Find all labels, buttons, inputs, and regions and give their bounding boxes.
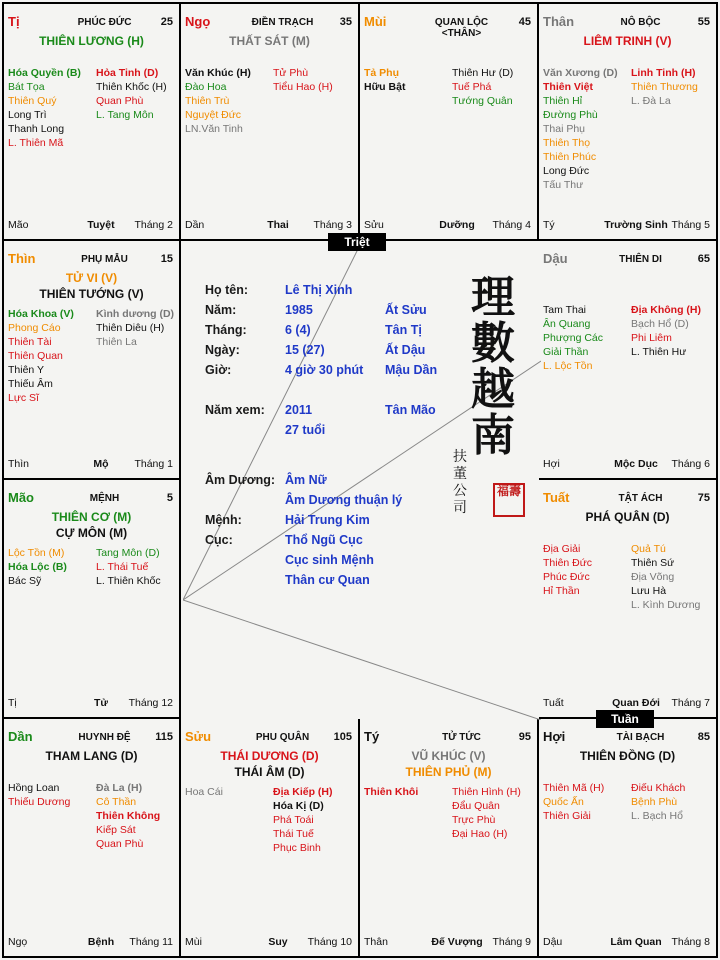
minor-star: Hỉ Thần — [543, 585, 580, 597]
main-star: CỰ MÔN (M) — [55, 526, 128, 540]
minor-star: Bác Sỹ — [8, 575, 42, 587]
palace-0 — [2, 2, 181, 241]
palace-header — [185, 14, 352, 30]
minor-star: Hóa Khoa (V) — [8, 308, 74, 320]
palace-name: PHÚC ĐỨC — [77, 17, 132, 28]
palace-name: TẬT ÁCH — [618, 493, 663, 504]
footer-month: Tháng 1 — [134, 458, 173, 470]
info-canchi: Ất Sửu — [385, 303, 427, 317]
info-label: Mệnh: — [205, 513, 242, 527]
horoscope-chart — [2, 2, 718, 958]
company-chars — [453, 449, 467, 517]
minor-star: Thiên Hư (D) — [452, 67, 514, 79]
main-star: PHÁ QUÂN (D) — [585, 510, 670, 524]
branch-label: Dậu — [543, 251, 568, 266]
info-value: Lê Thị Xinh — [285, 283, 353, 297]
calli-char: 數 — [471, 318, 515, 369]
main-star: VŨ KHÚC (V) — [411, 749, 486, 763]
branch-label: Tị — [8, 14, 20, 29]
minor-star: Thiên Quan — [8, 350, 63, 362]
minor-stars-right — [452, 66, 536, 108]
minor-star: Tấu Thư — [543, 179, 584, 191]
info-label: Năm: — [205, 303, 237, 317]
minor-star: Hoa Cái — [185, 786, 223, 798]
info-value: 4 giờ 30 phút — [285, 363, 364, 377]
palace-age: 25 — [160, 16, 173, 28]
footer-month: Tháng 8 — [671, 936, 710, 948]
minor-stars-right — [631, 542, 715, 612]
minor-star: Thiên Khốc (H) — [96, 81, 167, 93]
palace-name: PHU QUÂN — [255, 732, 310, 743]
minor-star: Thiên Hỉ — [543, 95, 583, 107]
info-value: 6 (4) — [285, 323, 311, 337]
minor-stars-right — [96, 546, 180, 588]
info-value: 2011 — [285, 403, 313, 417]
info-canchi: Tân Tị — [385, 323, 422, 337]
footer-month: Tháng 2 — [134, 219, 173, 231]
minor-stars-left — [364, 66, 448, 94]
small-char: 扶 — [453, 449, 467, 465]
footer-branch: Tý — [543, 219, 555, 231]
minor-star: Tuế Phá — [452, 81, 492, 93]
footer-stage: Tử — [93, 697, 109, 709]
minor-star: LN.Văn Tinh — [185, 123, 243, 135]
branch-label: Sửu — [185, 729, 212, 744]
minor-star: Tang Môn (D) — [96, 547, 160, 559]
calli-char: 南 — [471, 410, 515, 461]
minor-star: Hóa Quyền (B) — [8, 67, 81, 79]
minor-star: Thiên Mã (H) — [543, 782, 605, 794]
minor-star: Cô Thần — [96, 796, 137, 808]
main-star: THIÊN TƯỚNG (V) — [39, 287, 144, 301]
info-label: Tháng: — [205, 323, 247, 337]
small-char: 董 — [453, 466, 467, 482]
footer-branch: Thân — [364, 936, 388, 948]
minor-star: Đường Phù — [543, 109, 598, 121]
info-value: Thân cư Quan — [285, 573, 370, 587]
minor-star: Phúc Đức — [543, 571, 590, 583]
minor-star: Kình dương (D) — [96, 308, 175, 320]
minor-star: Phượng Các — [543, 332, 604, 344]
info-value: Cục sinh Mệnh — [285, 553, 374, 567]
minor-star: Thiếu Dương — [8, 796, 71, 808]
info-value: 15 (27) — [285, 343, 325, 357]
footer-month: Tháng 6 — [671, 458, 710, 470]
calli-char: 越 — [471, 364, 515, 415]
main-star: THIÊN ĐỒNG (D) — [579, 749, 676, 763]
footer-month: Tháng 11 — [129, 936, 173, 948]
minor-stars-left — [8, 66, 92, 150]
minor-star: Thiên Tài — [8, 336, 52, 348]
branch-label: Thân — [543, 14, 575, 29]
palace-name: TÀI BẠCH — [616, 732, 665, 743]
footer-stage: Đế Vượng — [431, 936, 483, 948]
minor-star: Thiếu Âm — [8, 378, 53, 390]
minor-star: Phi Liêm — [631, 332, 672, 344]
footer-month: Tháng 12 — [128, 697, 173, 709]
minor-star: Thiên Thương — [631, 81, 698, 93]
palace-footer — [543, 936, 710, 950]
info-canchi: Tân Mão — [385, 403, 436, 417]
footer-branch: Ngọ — [8, 936, 28, 948]
minor-star: Tử Phù — [273, 67, 309, 79]
palace-header — [543, 490, 710, 506]
minor-star: Thiên Diêu (H) — [96, 322, 165, 334]
minor-star: Địa Kiếp (H) — [273, 786, 333, 798]
minor-star: Thiên Đức — [543, 557, 593, 569]
palace-footer — [543, 697, 710, 711]
footer-month: Tháng 10 — [307, 936, 352, 948]
palace-header — [543, 729, 710, 745]
info-canchi: Mậu Dần — [385, 363, 438, 377]
minor-star: Long Trì — [8, 109, 47, 121]
palace-age: 15 — [160, 253, 173, 265]
palace-footer — [543, 458, 710, 472]
minor-star: Quan Phù — [96, 95, 144, 107]
minor-star: Lộc Tồn (M) — [8, 547, 65, 559]
minor-star: Thiên Trù — [185, 95, 230, 107]
minor-stars-right — [452, 785, 536, 841]
palace-footer — [364, 219, 531, 233]
minor-star: Thiên Không — [96, 810, 161, 822]
palace-header — [8, 251, 173, 267]
palace-footer — [185, 936, 352, 950]
minor-star: Đào Hoa — [185, 81, 227, 93]
main-star: THIÊN LƯƠNG (H) — [39, 34, 144, 48]
palace-footer — [8, 936, 173, 950]
triet-marker: Triệt — [328, 233, 386, 251]
minor-star: Phục Binh — [273, 842, 321, 854]
footer-stage: Dưỡng — [439, 219, 475, 231]
minor-star: Bát Tọa — [8, 81, 45, 93]
palace-age: 115 — [155, 731, 173, 743]
minor-star: Địa Không (H) — [631, 304, 701, 316]
small-char: 公 — [453, 483, 467, 499]
palace-5 — [539, 241, 718, 480]
footer-stage: Mộc Dục — [614, 458, 658, 470]
minor-star: Thiên Quý — [8, 95, 57, 107]
footer-branch: Dần — [185, 219, 205, 231]
palace-name: PHỤ MẪU — [81, 254, 128, 265]
footer-month: Tháng 9 — [492, 936, 531, 948]
branch-label: Mão — [8, 490, 34, 505]
palace-6 — [2, 480, 181, 719]
minor-star: Đại Hao (H) — [452, 828, 508, 840]
palace-3 — [539, 2, 718, 241]
tuan-marker: Tuần — [596, 710, 654, 728]
main-star: LIÊM TRINH (V) — [583, 34, 672, 48]
minor-star: Phá Toái — [273, 814, 314, 826]
branch-label: Tý — [364, 729, 380, 744]
main-star: THAM LANG (D) — [45, 749, 138, 763]
info-canchi: Ất Dậu — [385, 343, 426, 357]
minor-star: Thiên Việt — [543, 81, 593, 93]
minor-star: Giải Thần — [543, 346, 589, 358]
minor-star: Linh Tinh (H) — [631, 67, 696, 79]
minor-star: L. Đà La — [631, 95, 671, 107]
calligraphy-title — [471, 272, 515, 461]
footer-stage: Quan Đới — [612, 697, 660, 709]
red-seal-stamp: 福壽 — [493, 483, 525, 517]
branch-label: Hợi — [543, 729, 566, 744]
footer-stage: Suy — [268, 936, 288, 948]
palace-footer — [8, 458, 173, 472]
palace-9 — [181, 719, 360, 958]
minor-stars-right — [631, 303, 715, 359]
info-label: Năm xem: — [205, 403, 265, 417]
palace-header — [364, 14, 531, 39]
minor-star: Điếu Khách — [631, 782, 686, 794]
palace-4 — [2, 241, 181, 480]
palace-age: 35 — [339, 16, 352, 28]
footer-month: Tháng 4 — [492, 219, 531, 231]
minor-stars-right — [631, 66, 715, 108]
minor-star: L. Thiên Hư — [631, 346, 687, 358]
minor-star: Thanh Long — [8, 123, 65, 135]
minor-star: L. Lộc Tồn — [543, 360, 593, 372]
info-label: Cục: — [205, 533, 233, 547]
footer-stage: Bệnh — [87, 936, 115, 948]
branch-label: Dần — [8, 729, 33, 744]
footer-stage: Trường Sinh — [604, 219, 668, 231]
palace-header — [8, 729, 173, 745]
footer-stage: Lâm Quan — [610, 936, 662, 948]
palace-age: 45 — [518, 16, 531, 28]
palace-age: 55 — [697, 16, 710, 28]
minor-star: Kiếp Sát — [96, 824, 136, 836]
minor-star: Thiên Khôi — [364, 786, 419, 798]
palace-footer — [364, 936, 531, 950]
minor-stars-right — [96, 66, 180, 122]
minor-stars-left — [8, 307, 92, 405]
minor-star: Thiên Thọ — [543, 137, 591, 149]
palace-1 — [181, 2, 360, 241]
minor-star: Địa Giải — [543, 543, 581, 555]
footer-branch: Thìn — [8, 458, 30, 470]
minor-star: Hỏa Tinh (D) — [96, 67, 159, 79]
minor-star: Lực Sĩ — [8, 392, 39, 404]
footer-branch: Tị — [8, 697, 17, 709]
main-star: THẤT SÁT (M) — [229, 34, 310, 48]
main-star: THIÊN CƠ (M) — [51, 510, 132, 524]
minor-stars-left — [8, 781, 92, 809]
footer-branch: Mùi — [185, 936, 202, 948]
minor-star: Thiên La — [96, 336, 137, 348]
palace-2 — [360, 2, 539, 241]
minor-star: Long Đức — [543, 165, 590, 177]
palace-name: ĐIỀN TRẠCH — [251, 17, 314, 28]
minor-star: Tướng Quân — [452, 95, 513, 107]
branch-label: Thìn — [8, 251, 36, 266]
minor-stars-right — [631, 781, 715, 823]
minor-stars-right — [96, 307, 180, 349]
footer-month: Tháng 3 — [313, 219, 352, 231]
center-info-panel — [183, 243, 541, 720]
palace-header — [364, 729, 531, 745]
minor-star: Bệnh Phù — [631, 796, 678, 808]
minor-star: Tiểu Hao (H) — [273, 81, 333, 93]
minor-star: Tả Phụ — [364, 67, 400, 79]
info-value: 1985 — [285, 303, 313, 317]
main-star: THIÊN PHỦ (M) — [405, 765, 492, 779]
info-label: Âm Dương: — [205, 473, 276, 487]
palace-name: QUAN LỘC <THÂN> — [434, 17, 489, 39]
minor-stars-left — [364, 785, 448, 799]
info-label: Ngày: — [205, 343, 240, 357]
minor-star: Thai Phụ — [543, 123, 586, 135]
main-star: TỬ VI (V) — [65, 271, 118, 285]
palace-name: THIÊN DI — [619, 254, 662, 265]
branch-label: Ngọ — [185, 14, 211, 29]
minor-star: Trực Phù — [452, 814, 496, 826]
minor-stars-right — [273, 785, 357, 855]
line-to-tuat — [183, 600, 541, 720]
palace-8 — [2, 719, 181, 958]
minor-stars-left — [543, 542, 627, 598]
minor-star: Thiên Phúc — [543, 151, 597, 163]
palace-name: HUYNH ĐỆ — [78, 732, 131, 743]
minor-star: Tam Thai — [543, 304, 586, 316]
footer-stage: Mộ — [93, 458, 109, 470]
footer-month: Tháng 7 — [671, 697, 710, 709]
footer-branch: Mão — [8, 219, 29, 231]
palace-10 — [360, 719, 539, 958]
palace-age: 85 — [697, 731, 710, 743]
footer-stage: Thai — [267, 219, 289, 231]
minor-stars-left — [185, 785, 269, 799]
minor-stars-left — [185, 66, 269, 136]
minor-star: Quan Phù — [96, 838, 144, 850]
minor-star: Hóa Lộc (B) — [8, 561, 67, 573]
footer-stage: Tuyệt — [87, 219, 115, 231]
palace-footer — [8, 697, 173, 711]
minor-star: Văn Xương (D) — [543, 67, 618, 79]
minor-star: Thái Tuế — [273, 828, 314, 840]
minor-star: Hóa Kị (D) — [273, 800, 324, 812]
minor-stars-left — [543, 66, 627, 192]
palace-age: 65 — [697, 253, 710, 265]
minor-stars-left — [543, 781, 627, 823]
calli-char: 理 — [471, 272, 515, 323]
info-value: Thổ Ngũ Cục — [285, 533, 363, 547]
palace-header — [543, 251, 710, 267]
minor-star: Văn Khúc (H) — [185, 67, 251, 79]
minor-star: Thiên Y — [8, 364, 44, 376]
palace-name: TỬ TỨC — [442, 732, 481, 743]
palace-age: 5 — [166, 492, 173, 504]
info-value: Hải Trung Kim — [285, 513, 370, 527]
minor-stars-right — [273, 66, 357, 94]
minor-star: Địa Võng — [631, 571, 675, 583]
minor-star: L. Bạch Hổ — [631, 810, 683, 822]
palace-header — [185, 729, 352, 745]
minor-star: L. Kình Dương — [631, 599, 701, 611]
minor-star: Thiên Hình (H) — [452, 786, 521, 798]
palace-footer — [185, 219, 352, 233]
minor-stars-left — [8, 546, 92, 588]
info-label: Giờ: — [205, 363, 232, 377]
minor-star: Đà La (H) — [96, 782, 143, 794]
info-label: Họ tên: — [205, 283, 249, 297]
palace-header — [8, 14, 173, 30]
branch-label: Tuất — [543, 490, 570, 505]
palace-name: NÔ BỘC — [620, 17, 661, 28]
minor-star: L. Thiên Khốc — [96, 575, 161, 587]
palace-footer — [8, 219, 173, 233]
minor-star: L. Tang Môn — [96, 109, 154, 121]
palace-age: 95 — [518, 731, 531, 743]
palace-name: MỆNH — [89, 493, 120, 504]
minor-star: Bạch Hổ (D) — [631, 318, 689, 330]
minor-star: Ân Quang — [543, 318, 591, 330]
minor-star: Hồng Loan — [8, 782, 60, 794]
main-star: THÁI DƯƠNG (D) — [220, 749, 319, 763]
minor-star: Hữu Bật — [364, 81, 406, 93]
minor-star: Lưu Hà — [631, 585, 667, 597]
minor-star: Thiên Giải — [543, 810, 591, 822]
minor-star: Nguyệt Đức — [185, 109, 242, 121]
palace-7 — [539, 480, 718, 719]
info-value: Âm Nữ — [285, 473, 327, 487]
palace-header — [8, 490, 173, 506]
main-star: THÁI ÂM (D) — [234, 765, 305, 779]
minor-stars-right — [96, 781, 180, 851]
footer-month: Tháng 5 — [671, 219, 710, 231]
minor-star: Quốc Ấn — [543, 796, 584, 808]
branch-label: Mùi — [364, 14, 387, 29]
minor-star: Phong Cáo — [8, 322, 61, 334]
footer-branch: Hợi — [543, 458, 560, 470]
info-value: Âm Dương thuận lý — [285, 493, 403, 507]
palace-age: 75 — [697, 492, 710, 504]
footer-branch: Dậu — [543, 936, 563, 948]
palace-11 — [539, 719, 718, 958]
palace-header — [543, 14, 710, 30]
footer-branch: Sửu — [364, 219, 384, 231]
minor-star: L. Thái Tuế — [96, 561, 149, 573]
palace-footer — [543, 219, 710, 233]
footer-branch: Tuất — [543, 697, 564, 709]
minor-star: Quả Tú — [631, 543, 666, 555]
info-value: 27 tuổi — [285, 423, 326, 437]
palace-age: 105 — [333, 731, 352, 743]
minor-star: L. Thiên Mã — [8, 137, 64, 149]
minor-star: Thiên Sứ — [631, 557, 675, 569]
minor-star: Đẩu Quân — [452, 800, 500, 812]
small-char: 司 — [453, 500, 467, 516]
minor-stars-left — [543, 303, 627, 373]
